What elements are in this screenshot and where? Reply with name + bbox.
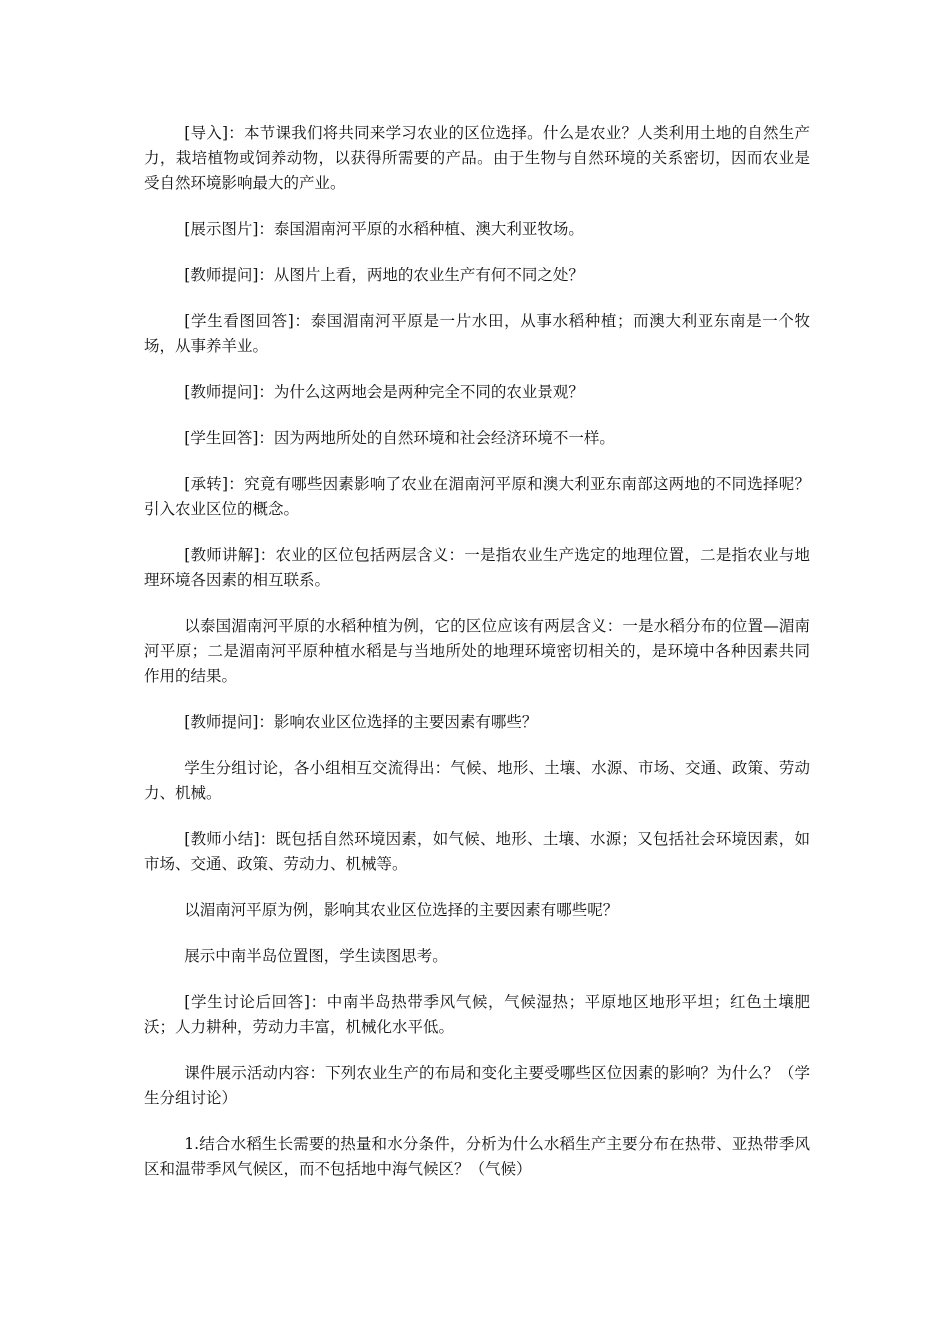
paragraph-teacher-question-2: [教师提问]：为什么这两地会是两种完全不同的农业景观？: [184, 383, 584, 401]
paragraph-map-display: 展示中南半岛位置图，学生读图思考。: [184, 947, 448, 965]
paragraph-transition: [承转]：究竟有哪些因素影响了农业在湄南河平原和澳大利亚东南部这两地的不同选择呢？引入农业区位的概念。: [144, 475, 810, 518]
paragraph-teacher-question-3: [教师提问]：影响农业区位选择的主要因素有哪些？: [184, 713, 538, 731]
paragraph-intro: [导入]：本节课我们将共同来学习农业的区位选择。什么是农业？人类利用土地的自然生产力，栽培植物或饲养动物，以获得所需要的产品。由于生物与自然环境的关系密切，因而农业是受自然环境影响最大的产业。: [144, 124, 810, 192]
paragraph-teacher-explanation: [教师讲解]：农业的区位包括两层含义：一是指农业生产选定的地理位置，二是指农业与地理环境各因素的相互联系。: [144, 546, 810, 589]
paragraph-show-pictures: [展示图片]：泰国湄南河平原的水稻种植、澳大利亚牧场。: [184, 220, 584, 238]
paragraph-student-answer-2: [学生回答]：因为两地所处的自然环境和社会经济环境不一样。: [184, 429, 615, 447]
paragraph-teacher-summary: [教师小结]：既包括自然环境因素，如气候、地形、土壤、水源；又包括社会环境因素，如市场、交通、政策、劳动力、机械等。: [144, 830, 810, 873]
document-body: [144, 121, 810, 1203]
paragraph-student-discussion-answer: [学生讨论后回答]：中南半岛热带季风气候，气候湿热；平原地区地形平坦；红色土壤肥沃；人力耕种，劳动力丰富，机械化水平低。: [144, 993, 810, 1036]
paragraph-item-1: 1.结合水稻生长需要的热量和水分条件，分析为什么水稻生产主要分布在热带、亚热带季风区和温带季风气候区，而不包括地中海气候区？（气候）: [144, 1135, 810, 1178]
paragraph-activity: 课件展示活动内容：下列农业生产的布局和变化主要受哪些区位因素的影响？为什么？（学生分组讨论）: [144, 1064, 810, 1107]
paragraph-case-question: 以湄南河平原为例，影响其农业区位选择的主要因素有哪些呢？: [184, 901, 619, 919]
paragraph-teacher-question-1: [教师提问]：从图片上看，两地的农业生产有何不同之处？: [184, 266, 584, 284]
paragraph-group-discussion: 学生分组讨论，各小组相互交流得出：气候、地形、土壤、水源、市场、交通、政策、劳动力、机械。: [144, 759, 810, 802]
paragraph-example: 以泰国湄南河平原的水稻种植为例，它的区位应该有两层含义：一是水稻分布的位置—湄南河平原；二是湄南河平原种植水稻是与当地所处的地理环境密切相关的，是环境中各种因素共同作用的结果。: [144, 617, 810, 685]
paragraph-student-answer-1: [学生看图回答]：泰国湄南河平原是一片水田，从事水稻种植；而澳大利亚东南是一个牧场，从事养羊业。: [144, 312, 810, 355]
